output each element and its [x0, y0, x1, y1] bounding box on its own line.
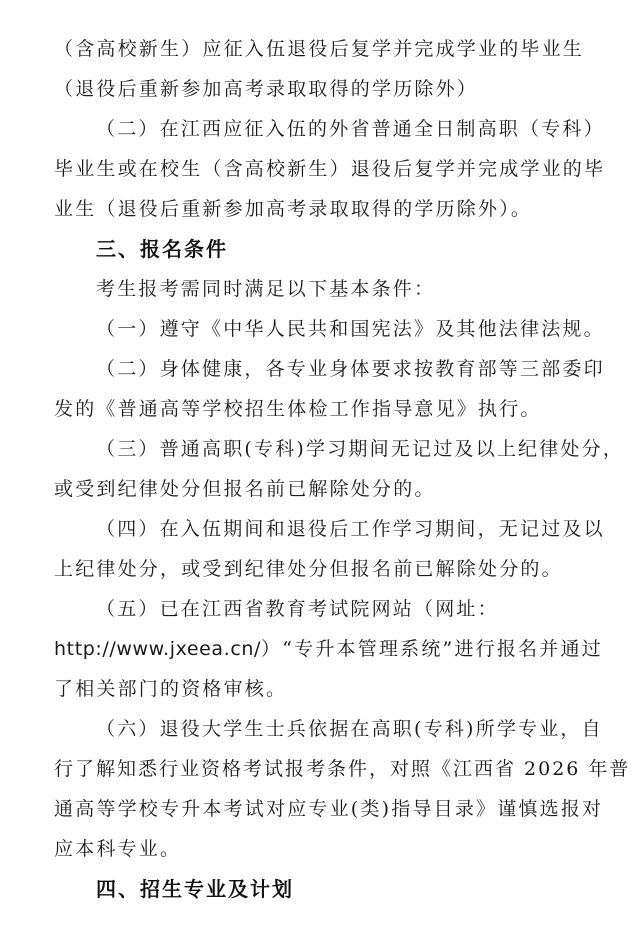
paragraph-line: 考生报考需同时满足以下基本条件：	[96, 278, 436, 300]
paragraph-text: ）“专升本管理系统”进行报名并通过	[261, 638, 603, 660]
paragraph-line: 上纪律处分，或受到纪律处分但报名前已解除处分的。	[54, 558, 563, 580]
paragraph-line: 行了解知悉行业资格考试报考条件，对照《江西省 2026 年普	[54, 758, 631, 780]
paragraph-line: 通高等学校专升本考试对应专业(类)指导目录》谨慎选报对	[54, 798, 604, 820]
paragraph-line: （二）在江西应征入伍的外省普通全日制高职（专科）	[96, 118, 605, 140]
website-url-link[interactable]: http://www.jxeea.cn/	[54, 638, 262, 660]
paragraph-line	[54, 636, 603, 662]
paragraph-line: 了相关部门的资格审核。	[54, 678, 288, 700]
condition-item-1: （一）遵守《中华人民共和国宪法》及其他法律法规。	[96, 318, 605, 340]
section-heading-registration-conditions: 三、报名条件	[96, 237, 228, 261]
condition-item-4: （四）在入伍期间和退役后工作学习期间，无记过及以	[96, 518, 605, 540]
condition-item-2: （二）身体健康，各专业身体要求按教育部等三部委印	[96, 358, 605, 380]
paragraph-line: 应本科专业。	[54, 838, 182, 860]
condition-item-3: （三）普通高职(专科)学习期间无记过及以上纪律处分，	[96, 438, 625, 460]
paragraph-line: （退役后重新参加高考录取取得的学历除外）	[54, 78, 479, 100]
paragraph-line: （含高校新生）应征入伍退役后复学并完成学业的毕业生	[54, 38, 585, 60]
paragraph-line: 或受到纪律处分但报名前已解除处分的。	[54, 478, 436, 500]
section-heading-majors-and-plans: 四、招生专业及计划	[96, 877, 294, 901]
condition-item-6: （六）退役大学生士兵依据在高职(专科)所学专业，自	[96, 718, 603, 740]
paragraph-line: 业生（退役后重新参加高考录取取得的学历除外）。	[54, 198, 533, 220]
condition-item-5: （五）已在江西省教育考试院网站（网址：	[96, 598, 499, 620]
paragraph-line: 毕业生或在校生（含高校新生）退役后复学并完成学业的毕	[54, 158, 606, 180]
paragraph-line: 发的《普通高等学校招生体检工作指导意见》执行。	[54, 398, 542, 420]
